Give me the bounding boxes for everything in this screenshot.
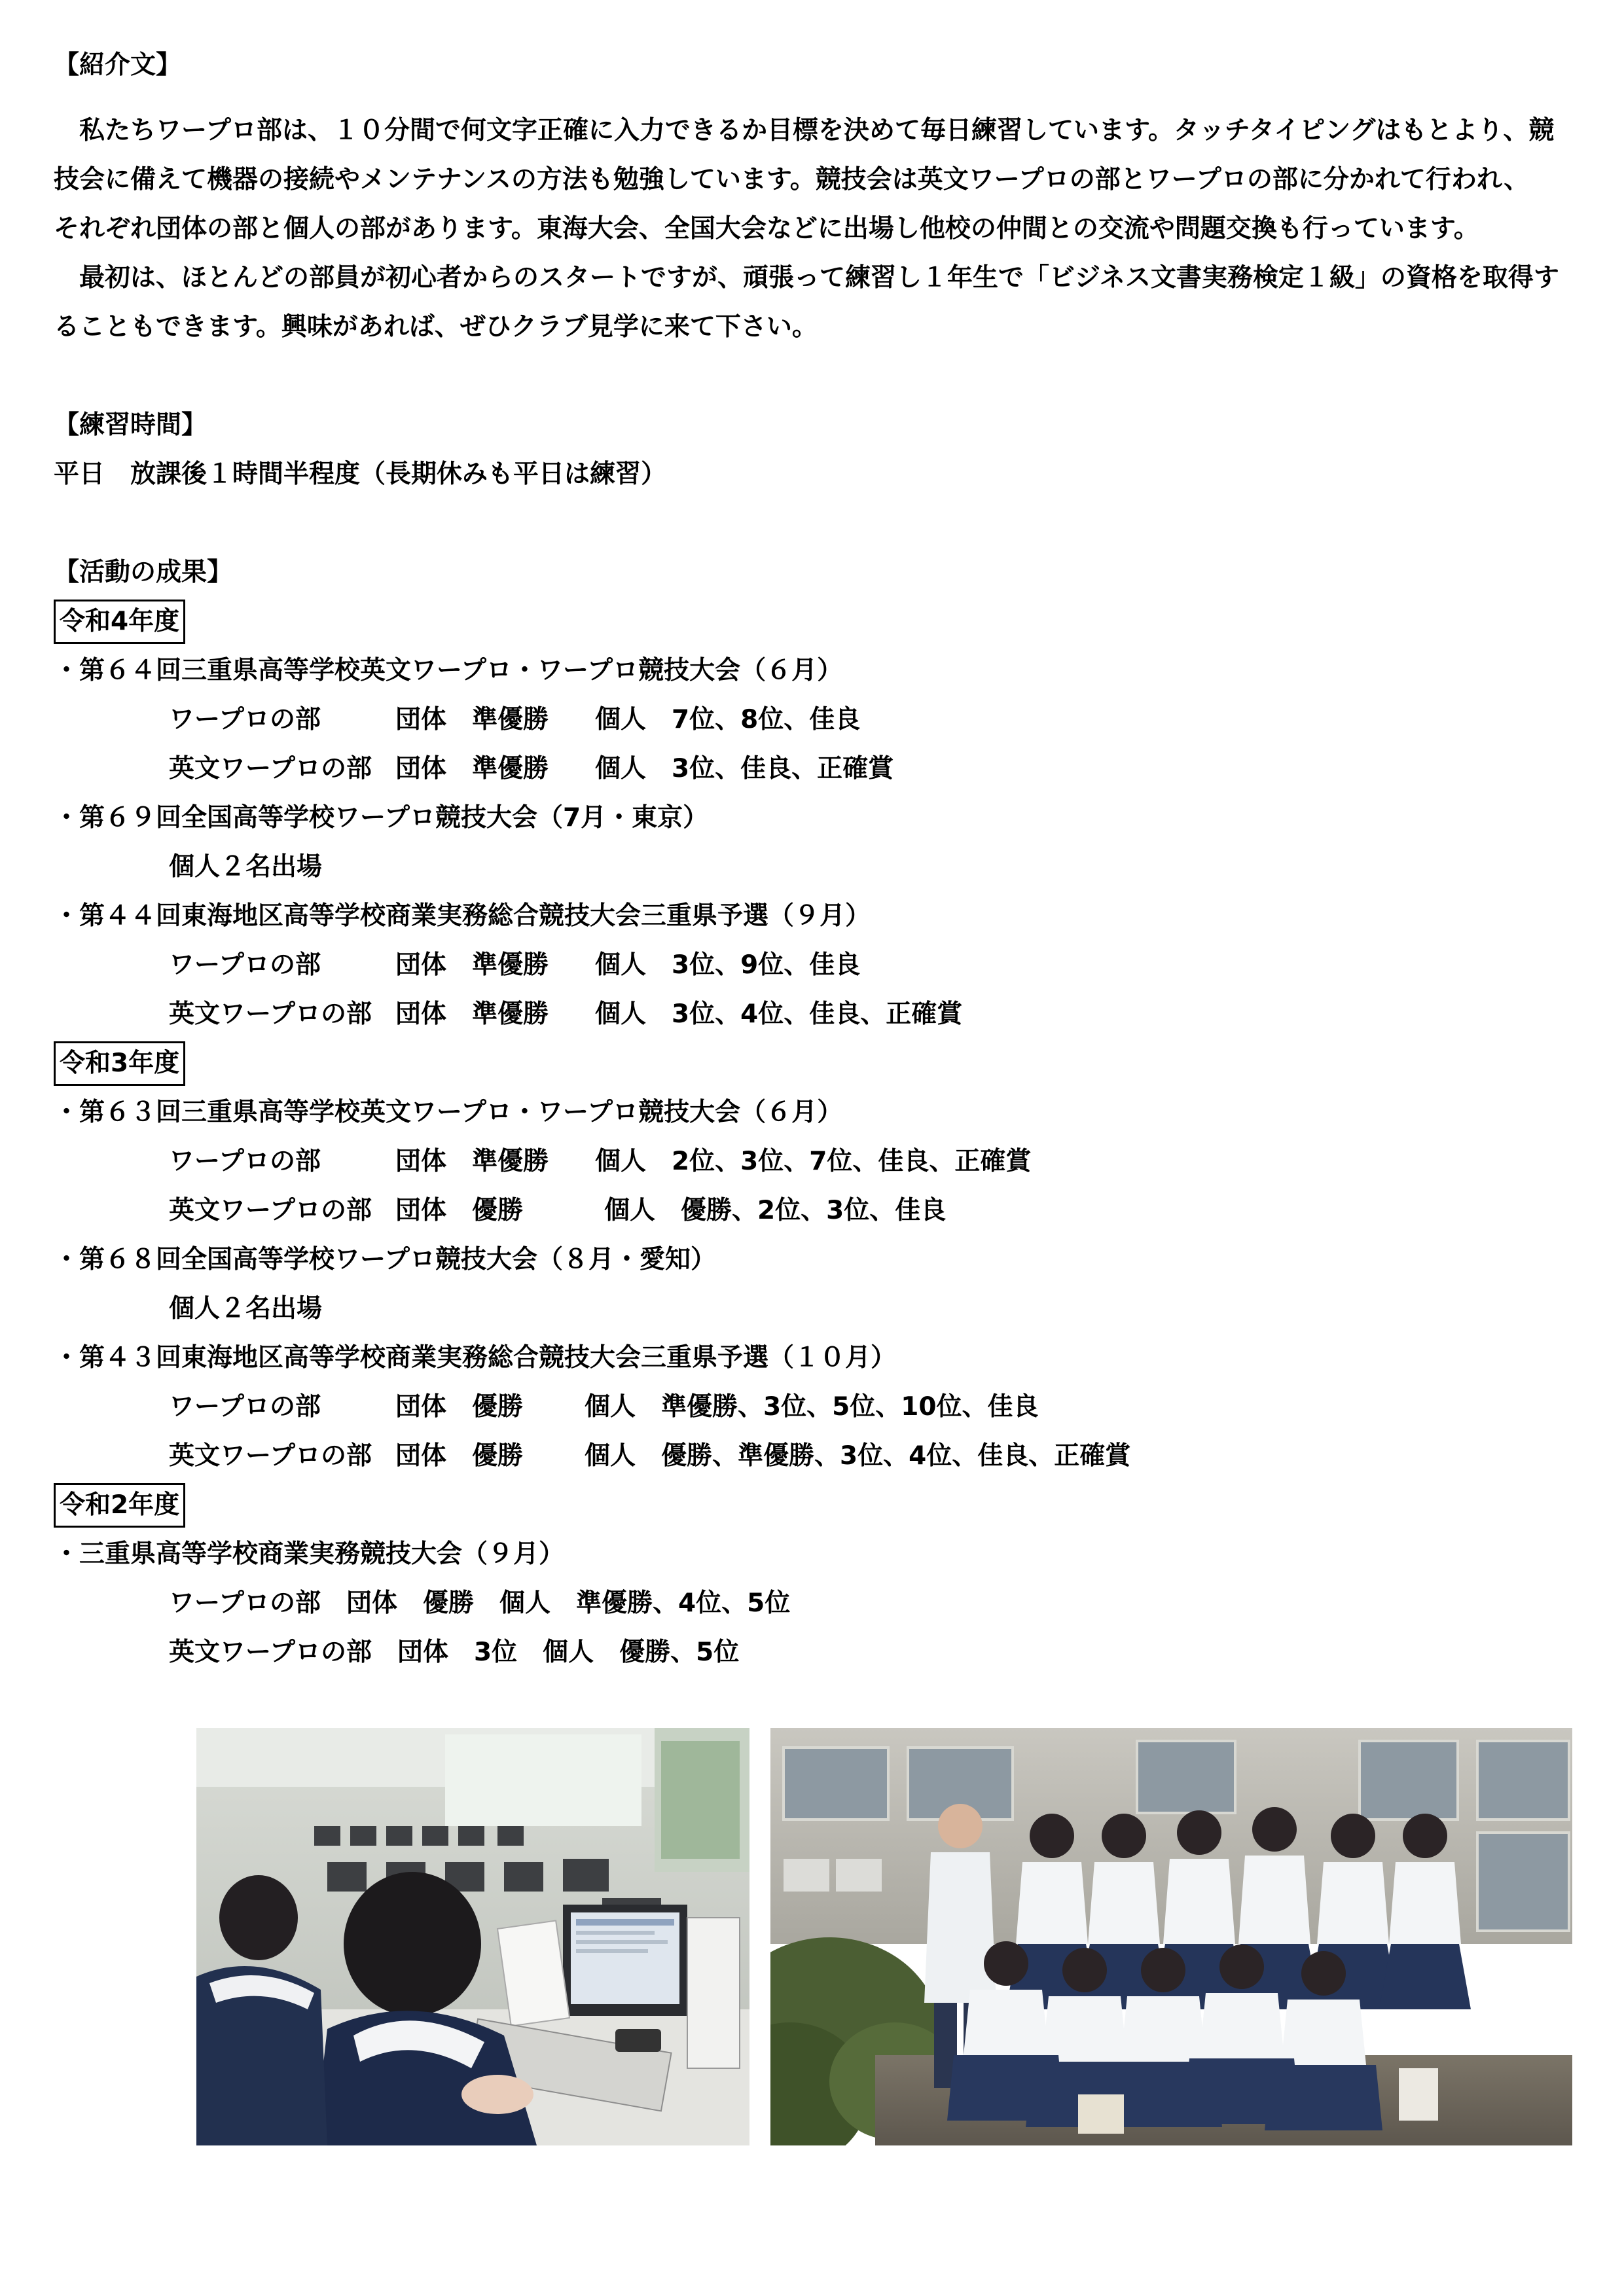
typing-practice-photo [196,1728,749,2145]
intro-line-4: 最初は、ほとんどの部員が初心者からのスタートですが、頑張って練習し１年生で「ビジネス文書実務検定１級」の資格を取得す [54,263,1559,293]
individual-result: 個人 7位、8位、佳良 [595,705,861,734]
participation-text: 個人２名出場 [169,852,323,882]
division-label: ワープロの部 [169,705,321,734]
event-title: ・第４４回東海地区高等学校商業実務総合競技大会三重県予選（９月） [54,901,871,931]
year-box: 令和4年度 [54,600,185,644]
division-label: ワープロの部 [169,950,321,980]
practice-heading: 【練習時間】 [54,410,208,440]
result-line: 英文ワープロの部 団体 3位 個人 優勝、5位 [169,1638,740,1667]
event-title: ・第６８回全国高等学校ワープロ競技大会（８月・愛知） [54,1245,717,1274]
year-label-r3 [54,1039,1579,1088]
year-label-r4 [54,597,1579,646]
intro-line-2: 技会に備えて機器の接続やメンテナンスの方法も勉強しています。競技会は英文ワープロの部とワープロの部に分かれて行われ、 [54,165,1530,194]
division-label: 英文ワープロの部 [169,754,372,783]
team-result: 団体 優勝 [395,1392,524,1422]
team-result: 団体 準優勝 [395,950,549,980]
team-result: 団体 準優勝 [395,705,549,734]
team-result: 団体 準優勝 [395,754,549,783]
results-heading: 【活動の成果】 [54,558,233,587]
division-label: 英文ワープロの部 [169,999,372,1029]
division-label: ワープロの部 [169,1392,321,1422]
result-line: ワープロの部 団体 優勝 個人 準優勝、4位、5位 [169,1588,791,1618]
intro-line-1: 私たちワープロ部は、１０分間で何文字正確に入力できるか目標を決めて毎日練習しています。タッチタイピングはもとより、競 [54,116,1555,145]
practice-text: 平日 放課後１時間半程度（長期休みも平日は練習） [54,459,667,489]
year-label-r2 [54,1480,1579,1530]
individual-result: 個人 優勝、2位、3位、佳良 [604,1196,947,1225]
event-title: ・第６４回三重県高等学校英文ワープロ・ワープロ競技大会（６月） [54,656,843,685]
individual-result: 個人 3位、9位、佳良 [595,950,861,980]
individual-result: 個人 2位、3位、7位、佳良、正確賞 [595,1147,1032,1176]
year-box: 令和2年度 [54,1483,185,1528]
team-result: 団体 優勝 [395,1196,524,1225]
team-result: 団体 準優勝 [395,1147,549,1176]
individual-result: 個人 準優勝、3位、5位、10位、佳良 [585,1392,1039,1422]
individual-result: 個人 3位、佳良、正確賞 [595,754,894,783]
participation-text: 個人２名出場 [169,1294,323,1323]
division-label: ワープロの部 [169,1147,321,1176]
division-label: 英文ワープロの部 [169,1441,372,1471]
event-title: ・第６３回三重県高等学校英文ワープロ・ワープロ競技大会（６月） [54,1098,843,1127]
event-title: ・第６９回全国高等学校ワープロ競技大会（7月・東京） [54,803,709,833]
event-title: ・三重県高等学校商業実務競技大会（９月） [54,1539,565,1569]
team-result: 団体 優勝 [395,1441,524,1471]
individual-result: 個人 優勝、準優勝、3位、4位、佳良、正確賞 [585,1441,1131,1471]
intro-line-5: ることもできます。興味があれば、ぜひクラブ見学に来て下さい。 [54,312,818,342]
individual-result: 個人 3位、4位、佳良、正確賞 [595,999,963,1029]
team-result: 団体 準優勝 [395,999,549,1029]
division-label: 英文ワープロの部 [169,1196,372,1225]
year-box: 令和3年度 [54,1041,185,1086]
event-title: ・第４３回東海地区高等学校商業実務総合競技大会三重県予選（１０月） [54,1343,897,1372]
intro-line-3: それぞれ団体の部と個人の部があります。東海大会、全国大会などに出場し他校の仲間との交流や問題交換も行っています。 [54,214,1479,243]
club-group-photo [770,1728,1572,2145]
intro-heading: 【紹介文】 [54,50,182,80]
